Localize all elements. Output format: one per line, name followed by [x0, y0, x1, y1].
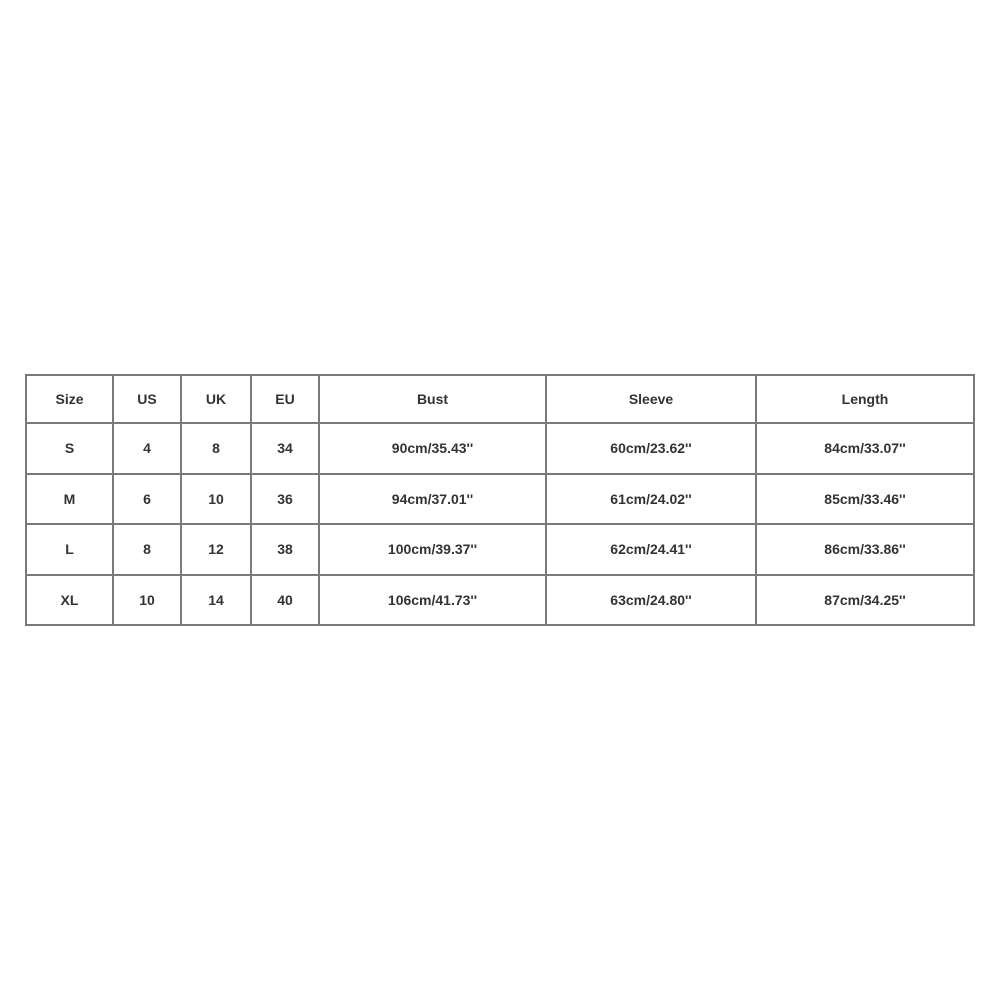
table-row [26, 474, 974, 525]
cell-length: 86cm/33.86'' [756, 524, 974, 575]
cell-us: 10 [113, 575, 181, 626]
header-us: US [113, 375, 181, 423]
cell-size: M [26, 474, 113, 525]
header-uk: UK [181, 375, 251, 423]
size-chart-table [25, 374, 975, 626]
cell-eu: 34 [251, 423, 319, 474]
cell-uk: 10 [181, 474, 251, 525]
header-row [26, 375, 974, 423]
header-bust: Bust [319, 375, 546, 423]
cell-eu: 36 [251, 474, 319, 525]
cell-uk: 14 [181, 575, 251, 626]
cell-us: 6 [113, 474, 181, 525]
cell-length: 84cm/33.07'' [756, 423, 974, 474]
cell-bust: 90cm/35.43'' [319, 423, 546, 474]
header-length: Length [756, 375, 974, 423]
cell-sleeve: 62cm/24.41'' [546, 524, 756, 575]
cell-size: S [26, 423, 113, 474]
cell-length: 85cm/33.46'' [756, 474, 974, 525]
header-eu: EU [251, 375, 319, 423]
cell-size: XL [26, 575, 113, 626]
cell-length: 87cm/34.25'' [756, 575, 974, 626]
cell-sleeve: 60cm/23.62'' [546, 423, 756, 474]
header-sleeve: Sleeve [546, 375, 756, 423]
cell-sleeve: 63cm/24.80'' [546, 575, 756, 626]
table-row [26, 575, 974, 626]
cell-size: L [26, 524, 113, 575]
cell-bust: 94cm/37.01'' [319, 474, 546, 525]
cell-eu: 38 [251, 524, 319, 575]
cell-bust: 106cm/41.73'' [319, 575, 546, 626]
cell-sleeve: 61cm/24.02'' [546, 474, 756, 525]
cell-us: 8 [113, 524, 181, 575]
cell-us: 4 [113, 423, 181, 474]
table-row [26, 423, 974, 474]
table-row [26, 524, 974, 575]
cell-bust: 100cm/39.37'' [319, 524, 546, 575]
cell-eu: 40 [251, 575, 319, 626]
header-size: Size [26, 375, 113, 423]
cell-uk: 8 [181, 423, 251, 474]
cell-uk: 12 [181, 524, 251, 575]
